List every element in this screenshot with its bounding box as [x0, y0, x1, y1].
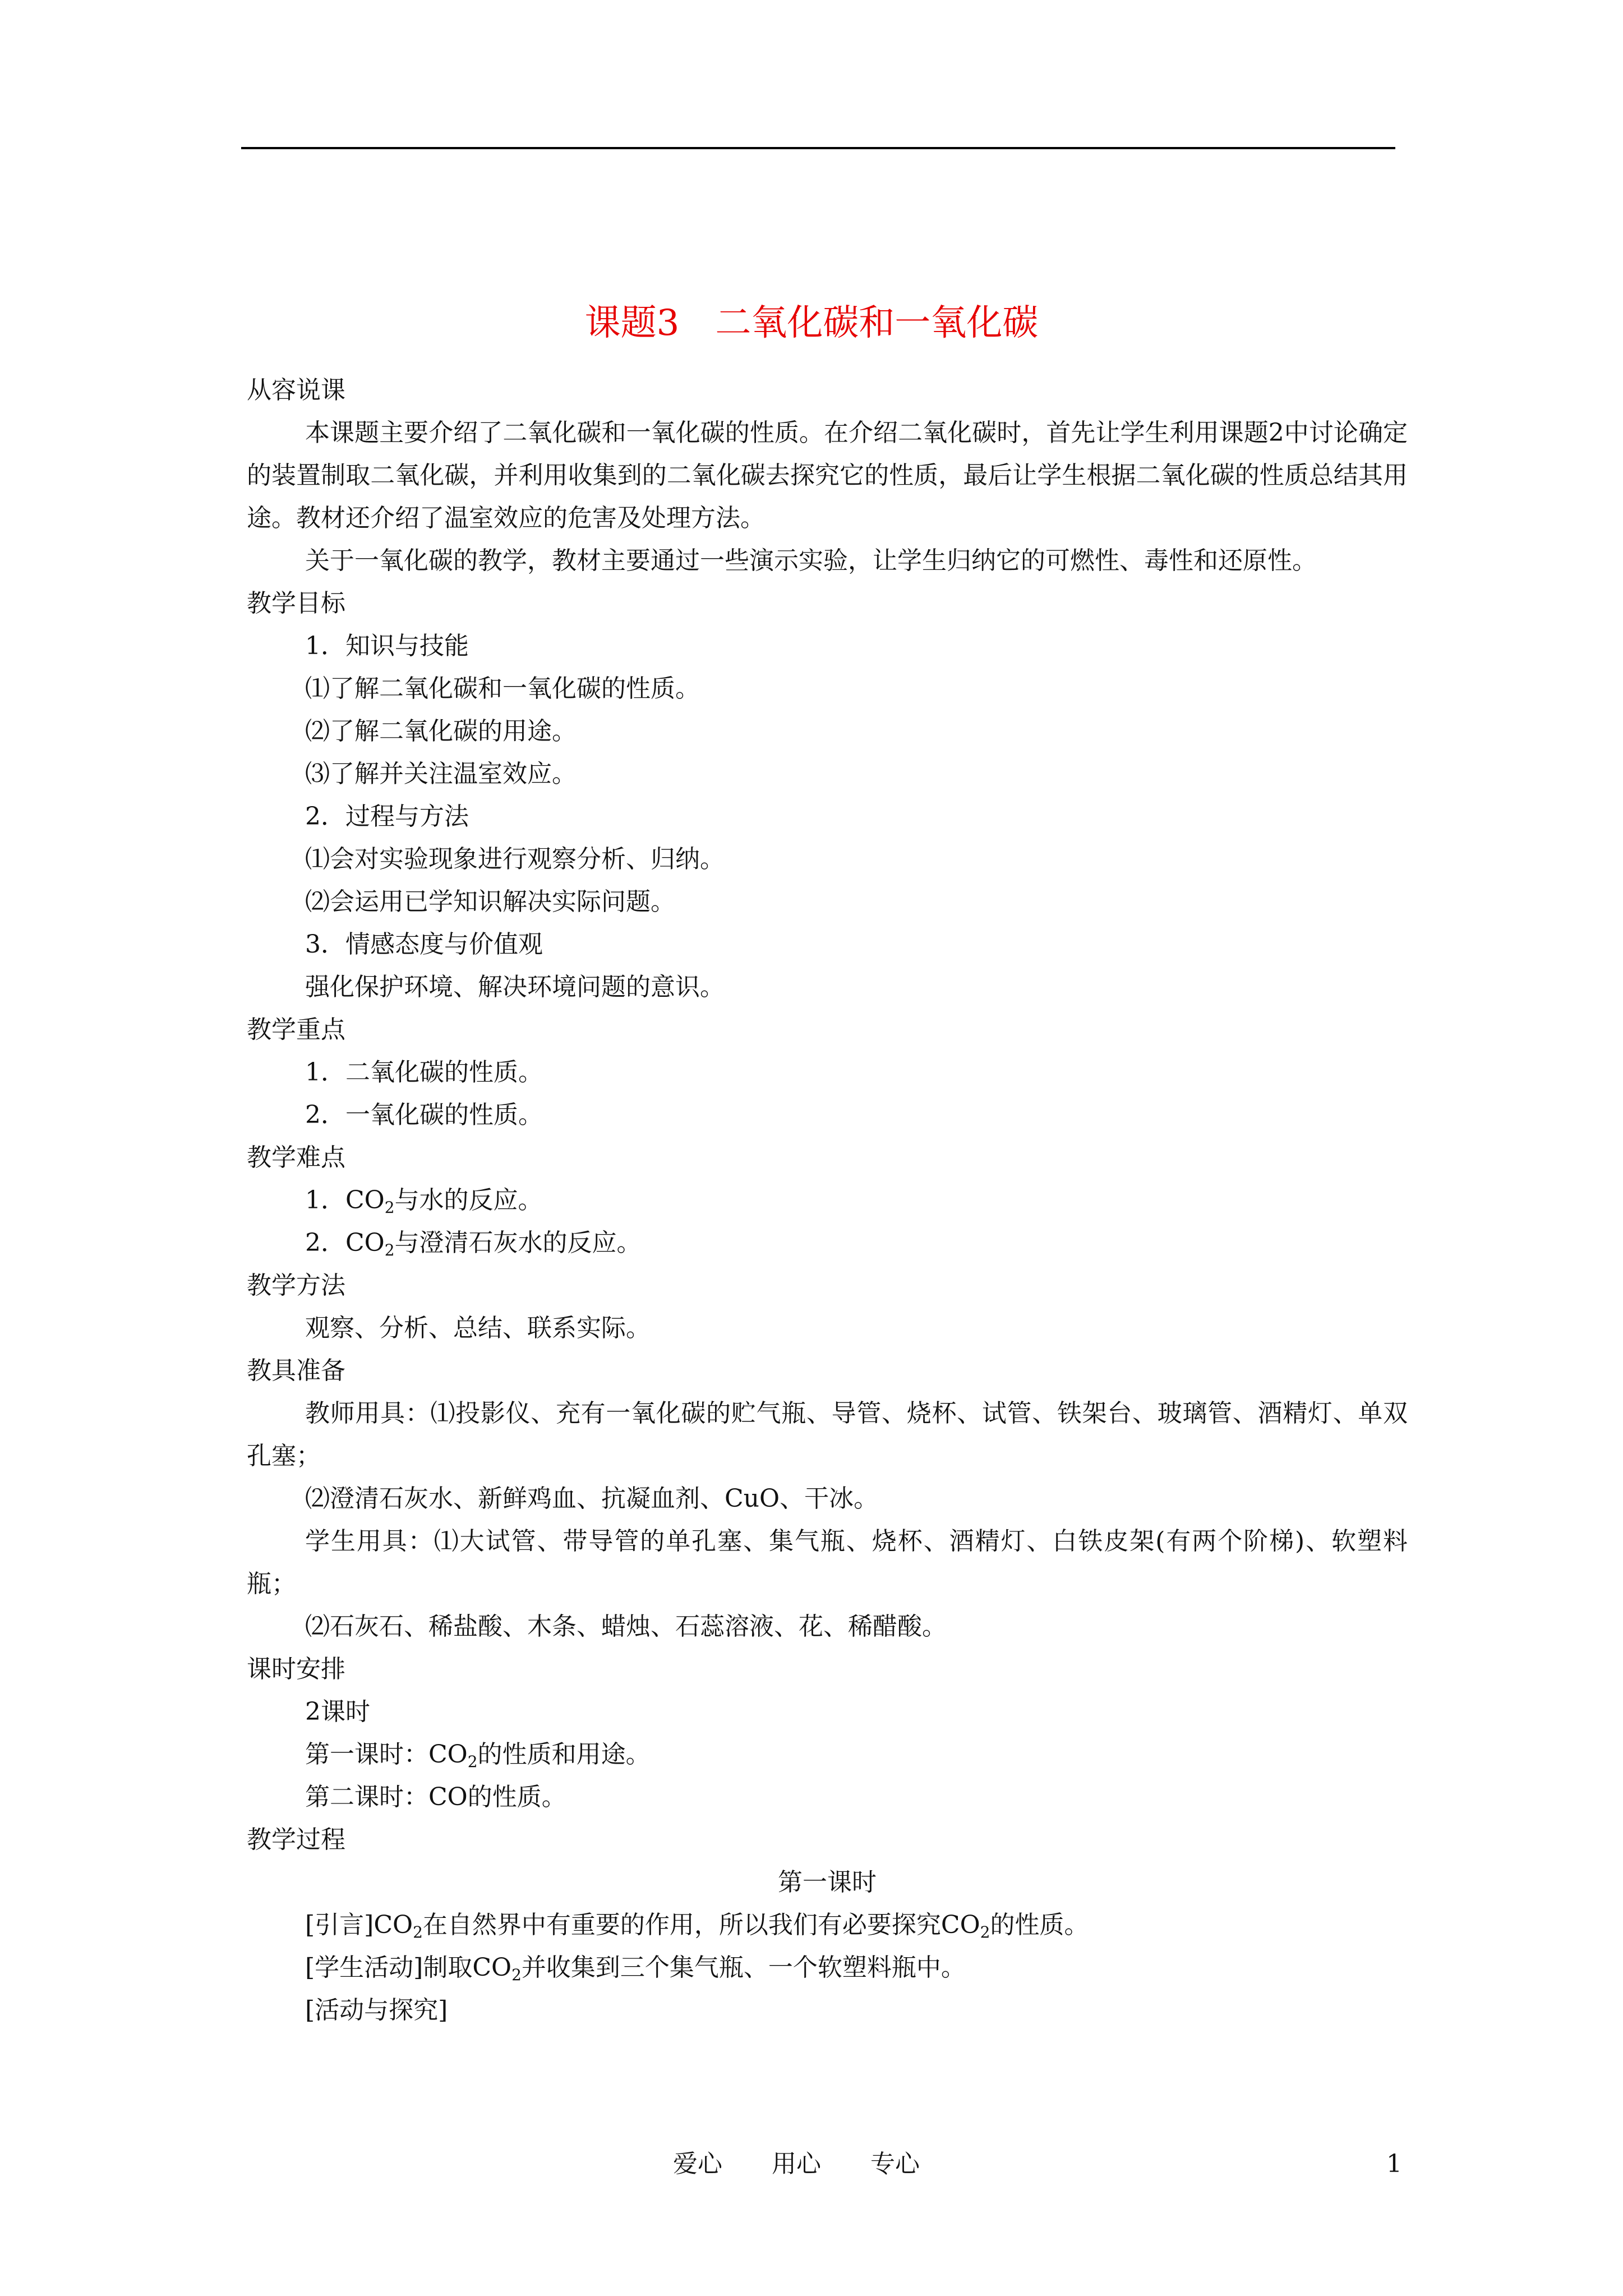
header-rule — [241, 147, 1395, 149]
process-step — [247, 1904, 1408, 1947]
goal-knowledge: 1．知识与技能 — [305, 632, 469, 660]
difficulty-item — [247, 1179, 1408, 1222]
schedule-text: 的性质和用途。 — [477, 1740, 651, 1769]
tools-teacher-2: ⑵澄清石灰水、新鲜鸡血、抗凝血剂、CuO、干冰。 — [305, 1484, 879, 1513]
tools-teacher-1: 教师用具：⑴投影仪、充有一氧化碳的贮气瓶、导管、烧杯、试管、铁架台、玻璃管、酒精灯、单双孔塞； — [247, 1399, 1408, 1470]
subscript: 2 — [413, 1923, 423, 1941]
subscript: 2 — [511, 1966, 522, 1984]
section-heading-tools: 教具准备 — [247, 1356, 345, 1385]
section-heading-key-points: 教学重点 — [247, 1015, 345, 1044]
key-point-item: 1．二氧化碳的性质。 — [305, 1058, 543, 1087]
difficulty-text: 2．CO — [305, 1228, 385, 1257]
goal-knowledge-item: ⑵了解二氧化碳的用途。 — [305, 717, 577, 746]
subscript: 2 — [980, 1923, 990, 1941]
goal-knowledge-item: ⑶了解并关注温室效应。 — [305, 760, 577, 788]
document-body — [247, 369, 1408, 2032]
section-heading-difficulties: 教学难点 — [247, 1143, 345, 1172]
goal-process: 2．过程与方法 — [305, 802, 469, 831]
process-text: 在自然界中有重要的作用，所以我们有必要探究CO — [422, 1911, 980, 1939]
subscript: 2 — [384, 1198, 395, 1217]
difficulty-text: 1．CO — [305, 1186, 385, 1214]
subscript: 2 — [467, 1752, 478, 1771]
section-heading-intro: 从容说课 — [247, 376, 345, 404]
schedule-text: 第一课时：CO — [305, 1740, 468, 1769]
key-point-item: 2．一氧化碳的性质。 — [305, 1101, 543, 1129]
tools-student-2: ⑵石灰石、稀盐酸、木条、蜡烛、石蕊溶液、花、稀醋酸。 — [305, 1612, 947, 1641]
difficulty-item — [247, 1222, 1408, 1264]
difficulty-text: 与水的反应。 — [394, 1186, 543, 1214]
process-step: [活动与探究] — [305, 1996, 448, 2024]
intro-paragraph-2: 关于一氧化碳的教学，教材主要通过一些演示实验，让学生归纳它的可燃性、毒性和还原性。 — [305, 546, 1317, 575]
schedule-item: 第二课时：CO的性质。 — [305, 1783, 566, 1811]
goal-process-item: ⑴会对实验现象进行观察分析、归纳。 — [305, 845, 725, 873]
process-text: 并收集到三个集气瓶、一个软塑料瓶中。 — [521, 1953, 966, 1982]
page-number: 1 — [1386, 2150, 1402, 2178]
difficulty-text: 与澄清石灰水的反应。 — [394, 1228, 642, 1257]
schedule-item — [247, 1733, 1408, 1776]
section-heading-goals: 教学目标 — [247, 589, 345, 618]
section-heading-process: 教学过程 — [247, 1825, 345, 1854]
goal-knowledge-item: ⑴了解二氧化碳和一氧化碳的性质。 — [305, 674, 700, 703]
section-heading-schedule: 课时安排 — [247, 1655, 345, 1683]
tools-student-1: 学生用具：⑴大试管、带导管的单孔塞、集气瓶、烧杯、酒精灯、白铁皮架(有两个阶梯)、软塑料瓶； — [247, 1527, 1408, 1598]
lesson-title: 课题3 二氧化碳和一氧化碳 — [584, 302, 1039, 344]
process-step — [247, 1947, 1408, 1989]
goal-values: 3．情感态度与价值观 — [305, 930, 543, 959]
process-text: [引言]CO — [305, 1911, 413, 1939]
method-text: 观察、分析、总结、联系实际。 — [305, 1314, 651, 1342]
footer-motto: 爱心 用心 专心 — [673, 2150, 920, 2178]
process-text: [学生活动]制取CO — [305, 1953, 512, 1982]
goal-process-item: ⑵会运用已学知识解决实际问题。 — [305, 887, 675, 916]
goal-values-item: 强化保护环境、解决环境问题的意识。 — [305, 973, 725, 1001]
process-text: 的性质。 — [990, 1911, 1089, 1939]
schedule-total: 2课时 — [305, 1697, 370, 1726]
subscript: 2 — [384, 1241, 395, 1259]
lesson-one-heading: 第一课时 — [778, 1868, 877, 1897]
intro-paragraph-1: 本课题主要介绍了二氧化碳和一氧化碳的性质。在介绍二氧化碳时，首先让学生利用课题2中讨论确定的装置制取二氧化碳，并利用收集到的二氧化碳去探究它的性质，最后让学生根据二氧化碳的性质总结其用途。教材还介绍了温室效应的危害及处理方法。 — [247, 418, 1408, 532]
section-heading-methods: 教学方法 — [247, 1271, 345, 1300]
